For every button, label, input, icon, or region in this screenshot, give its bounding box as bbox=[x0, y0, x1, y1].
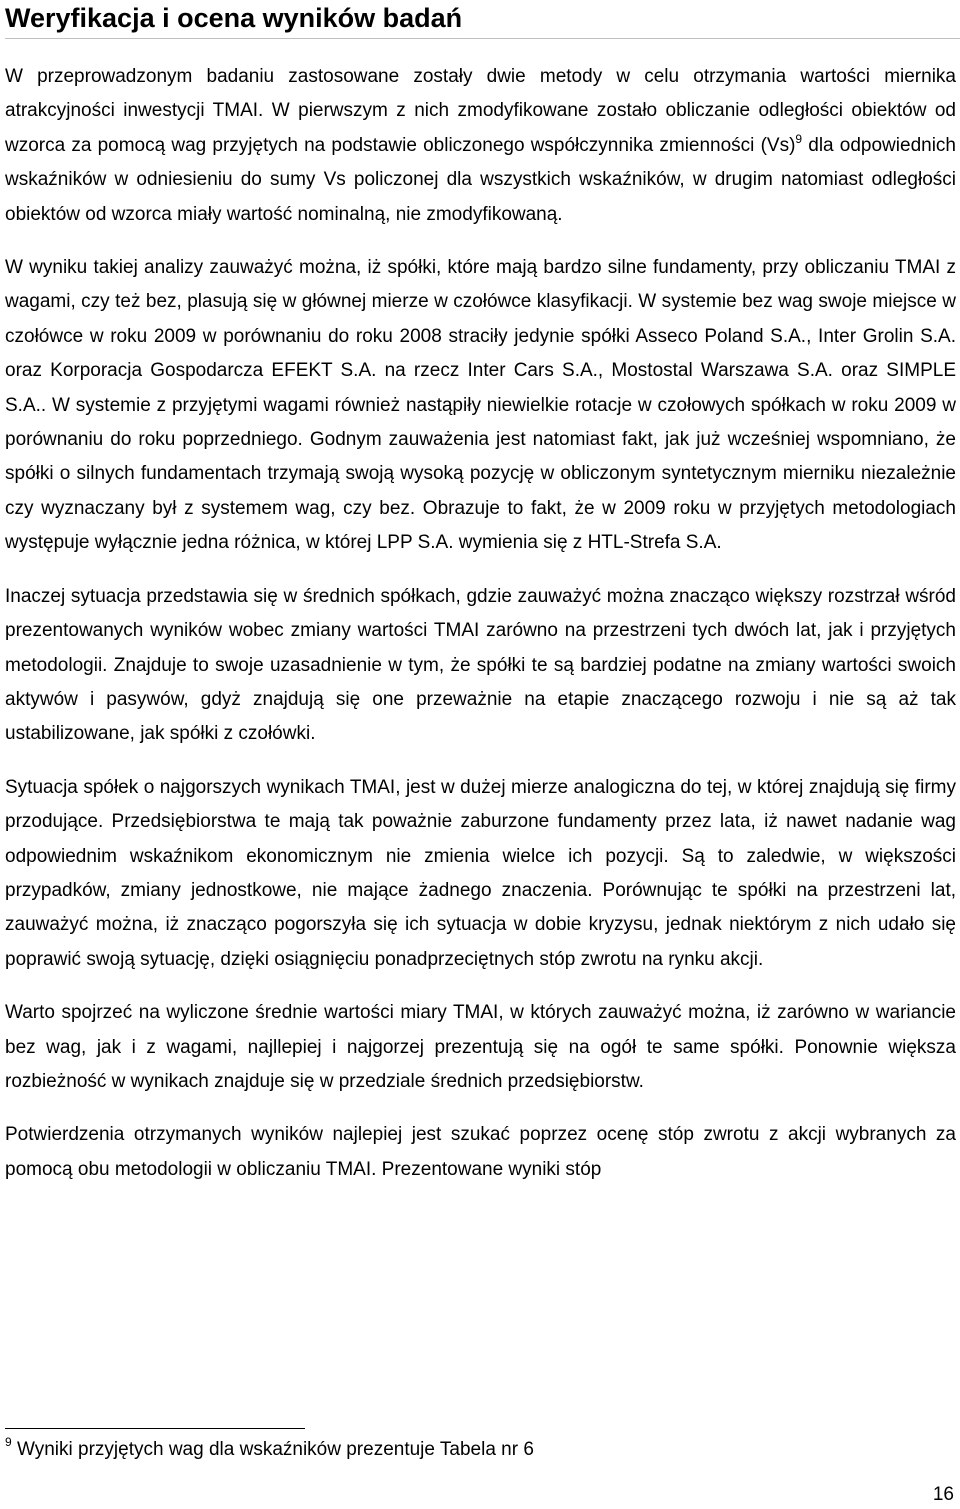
document-body bbox=[5, 60, 956, 1187]
paragraph-1-text-b: dla odpowiednich wskaźników w odniesieniu do sumy Vs policzonej dla wszystkich wskaźników, w drugim natomiast odległości obiektów od wzorca miały wartość nominalną, nie zmodyfikowaną. bbox=[5, 134, 956, 225]
footnote bbox=[5, 1437, 905, 1463]
page-header bbox=[5, 0, 956, 39]
paragraph-6: Potwierdzenia otrzymanych wyników najlepiej jest szukać poprzez ocenę stóp zwrotu z akcji wybranych za pomocą obu metodologii w obliczaniu TMAI. Prezentowane wyniki stóp bbox=[5, 1124, 956, 1180]
footnote-text: Wyniki przyjętych wag dla wskaźników prezentuje Tabela nr 6 bbox=[11, 1439, 534, 1460]
page-number: 16 bbox=[932, 1484, 954, 1505]
paragraph-3: Inaczej sytuacja przedstawia się w średnich spółkach, gdzie zauważyć można znacząco większy rozstrzał wśród prezentowanych wyników wobec zmiany wartości TMAI zarówno na przestrzeni tych dwóch lat, jak i przyjętych metodologii. Znajduje to swoje uzasadnienie w tym, że spółki te są bardziej podatne na zmiany wartości swoich aktywów i pasywów, gdyż znajdują się one przeważnie na etapie znaczącego rozwoju i nie są aż tak ustabilizowane, jak spółki z czołówki. bbox=[5, 585, 956, 745]
paragraph-1 bbox=[5, 60, 956, 232]
paragraph-1-text-a: W przeprowadzonym badaniu zastosowane zostały dwie metody w celu otrzymania wartości miernika atrakcyjności inwestycji TMAI. W pierwszym z nich zmodyfikowane zostało obliczanie odległości obiektów od wzorca za pomocą wag przyjętych na podstawie obliczonego współczynnika zmienności (Vs) bbox=[5, 66, 956, 156]
footnote-separator bbox=[5, 1428, 305, 1429]
footnote-number: 9 bbox=[5, 1435, 12, 1449]
page-title: Weryfikacja i ocena wyników badań bbox=[5, 3, 463, 33]
paragraph-2: W wyniku takiej analizy zauważyć można, iż spółki, które mają bardzo silne fundamenty, przy obliczaniu TMAI z wagami, czy też bez, plasują się w głównej mierze w czołówce klasyfikacji. W systemie bez wag swoje miejsce w czołówce w roku 2009 w porównaniu do roku 2008 straciły jedynie spółki Asseco Poland S.A., Inter Grolin S.A. oraz Korporacja Gospodarcza EFEKT S.A. na rzecz Inter Cars S.A., Mostostal Warszawa S.A. oraz SIMPLE S.A.. W systemie z przyjętymi wagami również nastąpiły niewielkie rotacje w czołowych spółkach w roku 2009 w porównaniu do roku poprzedniego. Godnym zauważenia jest natomiast fakt, jak już wcześniej wspomniano, że spółki o silnych fundamentach trzymają swoją wysoką pozycję w obliczonym syntetycznym mierniku niezależnie czy wyznaczany był z systemem wag, czy bez. Obrazuje to fakt, że w 2009 roku w przyjętych metodologiach występuje wyłącznie jedna różnica, w której LPP S.A. wymienia się z HTL-Strefa S.A. bbox=[5, 257, 956, 554]
paragraph-5: Warto spojrzeć na wyliczone średnie wartości miary TMAI, w których zauważyć można, iż zarówno w wariancie bez wag, jak i z wagami, najllepiej i najgorzej prezentują się na ogół te same spółki. Ponownie większa rozbieżność w wynikach znajduje się w przedziale średnich przedsiębiorstw. bbox=[5, 1002, 956, 1092]
paragraph-4: Sytuacja spółek o najgorszych wynikach TMAI, jest w dużej mierze analogiczna do tej, w której znajdują się firmy przodujące. Przedsiębiorstwa te mają tak poważnie zaburzone fundamenty przez lata, iż nawet nadanie wag odpowiednim wskaźnikom ekonomicznym nie zmienia wielce ich pozycji. Są to zaledwie, w większości przypadków, zmiany jednostkowe, nie mające żadnego znaczenia. Porównując te spółki na przestrzeni lat, zauważyć można, iż znacząco pogorszyła się ich sytuacja w dobie kryzysu, jednak niektórym z nich udało się poprawić swoją sytuację, dzięki osiągnięciu ponadprzeciętnych stóp zwrotu na rynku akcji. bbox=[5, 776, 956, 970]
title-divider bbox=[5, 38, 960, 39]
footnote-reference: 9 bbox=[795, 131, 803, 146]
